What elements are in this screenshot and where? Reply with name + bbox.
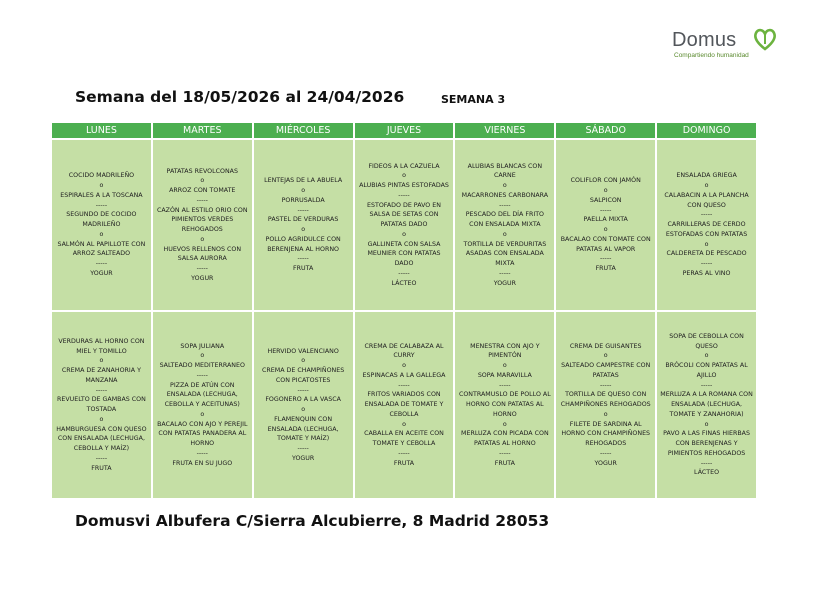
menu-grid — [52, 123, 756, 496]
lunch-cell-viernes: ALUBIAS BLANCAS CON CARNE o MACARRONES CARBONARA ----- PESCADO DEL DÍA FRITO CON ENSALADA MIXTA o TORTILLA DE VERDURITAS ASADAS CON ENSALADA MIXTA ----- YOGUR — [455, 140, 554, 310]
lunch-cell-lunes: COCIDO MADRILEÑO o ESPIRALES A LA TOSCANA ----- SEGUNDO DE COCIDO MADRILEÑO o SALMÓN AL PAPILLOTE CON ARROZ SALTEADO ----- YOGUR — [52, 140, 151, 310]
logo-tagline: Compartiendo humanidad — [674, 52, 749, 59]
day-header-lunes: LUNES — [52, 123, 151, 138]
heart-leaf-icon — [752, 26, 778, 52]
lunch-cell-jueves: FIDEOS A LA CAZUELA o ALUBIAS PINTAS ESTOFADAS ----- ESTOFADO DE PAVO EN SALSA DE SETAS CON PATATAS DADO o GALLINETA CON SALSA MEUNIER CON PATATAS DADO ----- LÁCTEO — [355, 140, 454, 310]
dinner-cell-sabado: CREMA DE GUISANTES o SALTEADO CAMPESTRE CON PATATAS ----- TORTILLA DE QUESO CON CHAMPIÑONES REHOGADOS o FILETE DE SARDINA AL HORNO CON CHAMPIÑONES REHOGADOS ----- YOGUR — [556, 312, 655, 498]
lunch-cell-domingo: ENSALADA GRIEGA o CALABACIN A LA PLANCHA CON QUESO ----- CARRILLERAS DE CERDO ESTOFADAS CON PATATAS o CALDERETA DE PESCADO ----- PERAS AL VINO — [657, 140, 756, 310]
day-header-domingo: DOMINGO — [657, 123, 756, 138]
day-header-jueves: JUEVES — [355, 123, 454, 138]
day-header-sabado: SÁBADO — [556, 123, 655, 138]
lunch-cell-miercoles: LENTEJAS DE LA ABUELA o PORRUSALDA ----- PASTEL DE VERDURAS o POLLO AGRIDULCE CON BERENJENA AL HORNO ----- FRUTA — [254, 140, 353, 310]
dinner-cell-viernes: MENESTRA CON AJO Y PIMENTÓN o SOPA MARAVILLA ----- CONTRAMUSLO DE POLLO AL HORNO CON PATATAS AL HORNO o MERLUZA CON PICADA CON PATATAS AL HORNO ----- FRUTA — [455, 312, 554, 498]
day-header-viernes: VIERNES — [455, 123, 554, 138]
dinner-cell-jueves: CREMA DE CALABAZA AL CURRY o ESPINACAS A LA GALLEGA ----- FRITOS VARIADOS CON ENSALADA DE TOMATE Y CEBOLLA o CABALLA EN ACEITE CON TOMATE Y CEBOLLA ----- FRUTA — [355, 312, 454, 498]
footer-address: Domusvi Albufera C/Sierra Alcubierre, 8 Madrid 28053 — [75, 512, 550, 530]
day-header-martes: MARTES — [153, 123, 252, 138]
domusvi-logo — [672, 26, 784, 60]
page-title: Semana del 18/05/2026 al 24/04/2026 — [75, 88, 405, 106]
logo-wordmark: Domus — [672, 29, 737, 51]
week-label: SEMANA 3 — [441, 93, 506, 106]
lunch-cell-martes: PATATAS REVOLCONAS o ARROZ CON TOMATE ----- CAZÓN AL ESTILO ORIO CON PIMIENTOS VERDES REHOGADOS o HUEVOS RELLENOS CON SALSA AURORA ----- YOGUR — [153, 140, 252, 310]
dinner-cell-martes: SOPA JULIANA o SALTEADO MEDITERRANEO ----- PIZZA DE ATÚN CON ENSALADA (LECHUGA, CEBOLLA Y ACEITUNAS) o BACALAO CON AJO Y PEREJIL CON PATATAS PANADERA AL HORNO ----- FRUTA EN SU JUGO — [153, 312, 252, 498]
dinner-cell-miercoles: HERVIDO VALENCIANO o CREMA DE CHAMPIÑONES CON PICATOSTES ----- FOGONERO A LA VASCA o FLAMENQUIN CON ENSALADA (LECHUGA, TOMATE Y MAÍZ) ----- YOGUR — [254, 312, 353, 498]
lunch-cell-sabado: COLIFLOR CON JAMÓN o SALPICON ----- PAELLA MIXTA o BACALAO CON TOMATE CON PATATAS AL VAPOR ----- FRUTA — [556, 140, 655, 310]
day-header-miercoles: MIÉRCOLES — [254, 123, 353, 138]
dinner-cell-lunes: VERDURAS AL HORNO CON MIEL Y TOMILLO o CREMA DE ZANAHORIA Y MANZANA ----- REVUELTO DE GAMBAS CON TOSTADA o HAMBURGUESA CON QUESO CON ENSALADA (LECHUGA, CEBOLLA Y MAÍZ) ----- FRUTA — [52, 312, 151, 498]
dinner-cell-domingo: SOPA DE CEBOLLA CON QUESO o BRÓCOLI CON PATATAS AL AJILLO ----- MERLUZA A LA ROMANA CON ENSALADA (LECHUGA, TOMATE Y ZANAHORIA) o PAVO A LAS FINAS HIERBAS CON BERENJENAS Y PIMIENTOS REHOGADOS ----- LÁCTEO — [657, 312, 756, 498]
